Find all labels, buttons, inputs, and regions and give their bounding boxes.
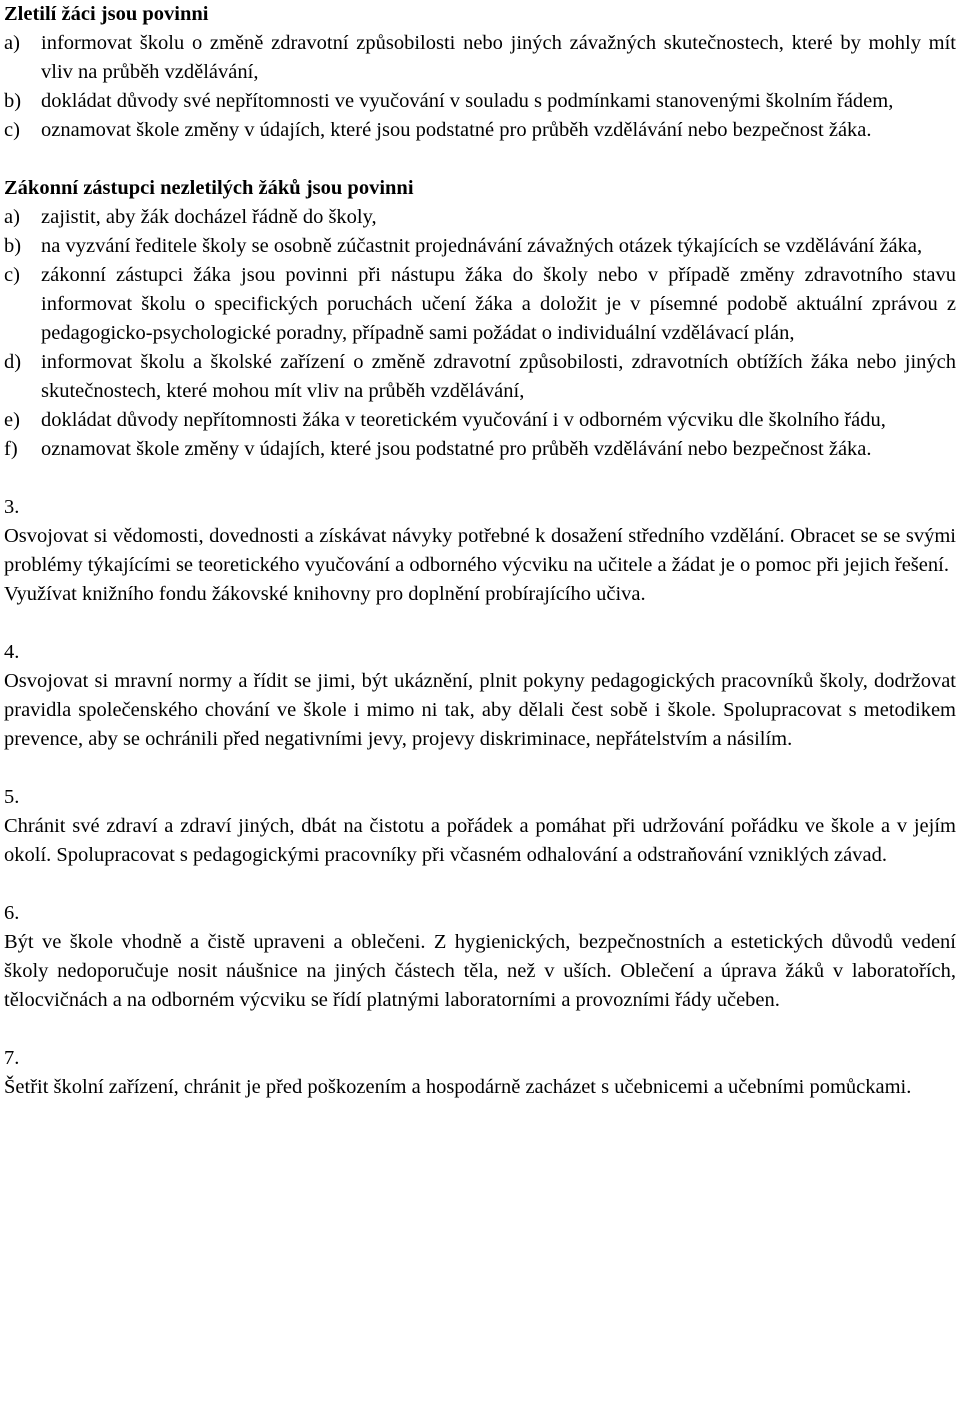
list-marker: c) [4, 119, 20, 141]
paragraph: Osvojovat si vědomosti, dovednosti a získávat návyky potřebné k dosažení středního vzdělání. Obracet se se svými problémy týkajícími se teoretického vyučování a odborného výcviku na učitele a žádat je o pomoc při jejich řešení. [4, 525, 956, 576]
list-marker: d) [4, 351, 22, 373]
list-item [4, 348, 956, 406]
paragraph: Chránit své zdraví a zdraví jiných, dbát na čistotu a pořádek a pomáhat při udržování pořádku ve škole a v jejím okolí. Spolupracovat s pedagogickými pracovníky při včasném odhalování a odstraňování vzniklých závad. [4, 815, 956, 866]
paragraph: Šetřit školní zařízení, chránit je před poškozením a hospodárně zacházet s učebnicemi a učebními pomůckami. [4, 1076, 912, 1098]
list-text: dokládat důvody své nepřítomnosti ve vyučování v souladu s podmínkami stanovenými školním řádem, [41, 90, 894, 112]
list-item [4, 29, 956, 87]
list-text: oznamovat škole změny v údajích, které jsou podstatné pro průběh vzdělávání nebo bezpečnost žáka. [41, 438, 872, 460]
list-text: oznamovat škole změny v údajích, které jsou podstatné pro průběh vzdělávání nebo bezpečnost žáka. [41, 119, 872, 141]
list-item [4, 203, 956, 232]
list-text: zákonní zástupci žáka jsou povinni při nástupu žáka do školy nebo v případě změny zdravotního stavu informovat školu o specifických poruchách učení žáka a doložit je v písemné podobě aktuální zprávou z pedagogicko-psychologické poradny, případně sami požádat o individuální vzdělávací plán, [41, 264, 956, 344]
spacer [4, 870, 956, 899]
list-text: dokládat důvody nepřítomnosti žáka v teoretickém vyučování i v odborném výcviku dle školního řádu, [41, 409, 886, 431]
list-marker: b) [4, 90, 22, 112]
list-marker: a) [4, 32, 20, 54]
spacer [4, 464, 956, 493]
list-item [4, 87, 956, 116]
spacer [4, 609, 956, 638]
spacer [4, 145, 956, 174]
spacer [4, 1015, 956, 1044]
paragraph: Osvojovat si mravní normy a řídit se jimi, být ukáznění, plnit pokyny pedagogických pracovníků školy, dodržovat pravidla společenského chování ve škole i mimo ni tak, aby dělali čest sobě i škole. Spolupracovat s metodikem prevence, aby se ochránili před negativními jevy, projevy diskriminace, nepřátelstvím a násilím. [4, 670, 956, 750]
paragraph: Být ve škole vhodně a čistě upraveni a oblečeni. Z hygienických, bezpečnostních a estetických důvodů vedení školy nedoporučuje nosit náušnice na jiných částech těla, než v uších. Oblečení a úprava žáků v laboratořích, tělocvičnách a na odborném výcviku se řídí platnými laboratorními a provozními řády učeben. [4, 931, 956, 1011]
list-marker: a) [4, 206, 20, 228]
list-marker: b) [4, 235, 22, 257]
list-item [4, 261, 956, 348]
section-heading: Zákonní zástupci nezletilých žáků jsou povinni [4, 177, 414, 199]
list-text: zajistit, aby žák docházel řádně do školy, [41, 206, 377, 228]
list-item [4, 435, 956, 464]
list-text: informovat školu a školské zařízení o změně zdravotní způsobilosti, zdravotních obtížích žáka nebo jiných skutečnostech, které mohou mít vliv na průběh vzdělávání, [41, 351, 956, 402]
list-text: informovat školu o změně zdravotní způsobilosti nebo jiných závažných skutečnostech, které by mohly mít vliv na průběh vzdělávání, [41, 32, 956, 83]
point-number: 3. [4, 496, 20, 518]
point-number: 5. [4, 786, 20, 808]
list-marker: f) [4, 438, 18, 460]
point-number: 6. [4, 902, 20, 924]
point-number: 4. [4, 641, 20, 663]
list-marker: e) [4, 409, 20, 431]
list-item [4, 116, 956, 145]
point-number: 7. [4, 1047, 20, 1069]
list-text: na vyzvání ředitele školy se osobně zúčastnit projednávání závažných otázek týkajících se vzdělávání žáka, [41, 235, 923, 257]
paragraph: Využívat knižního fondu žákovské knihovny pro doplnění probírajícího učiva. [4, 583, 646, 605]
section-heading: Zletilí žáci jsou povinni [4, 3, 209, 25]
spacer [4, 754, 956, 783]
list-marker: c) [4, 264, 20, 286]
list-item [4, 406, 956, 435]
list-item [4, 232, 956, 261]
